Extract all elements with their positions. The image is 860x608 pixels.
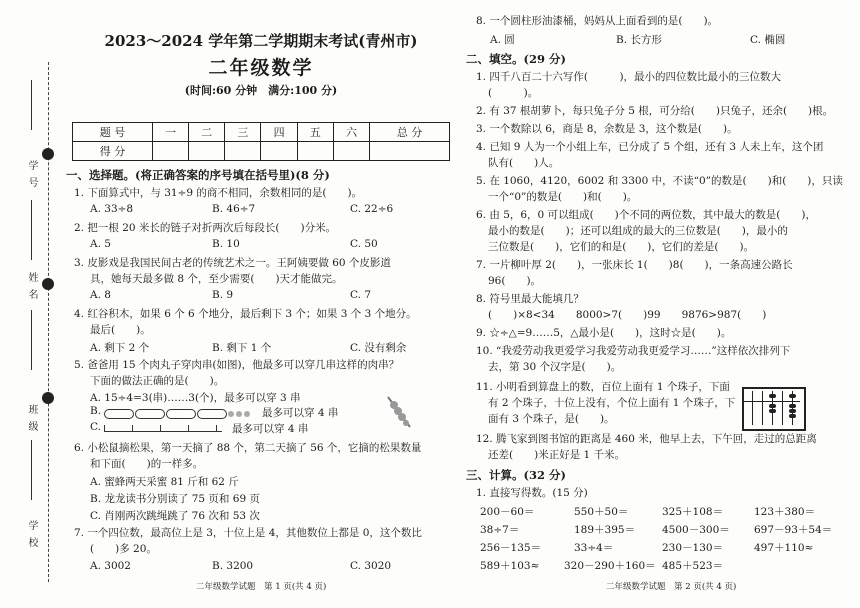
field-line <box>31 200 32 260</box>
score-cell[interactable] <box>189 142 225 161</box>
option[interactable]: A. 8 <box>90 289 111 301</box>
question-text: 1. 下面算式中，与 31÷9 的商不相同，余数相同的是( )。 <box>74 187 363 199</box>
score-header-row <box>73 123 450 142</box>
binding-margin <box>0 0 62 608</box>
calc-item[interactable]: 189＋395＝ <box>574 524 636 536</box>
question-text: 7. 一片柳叶厚 2( )，一张床长 1( )8( )，一条高速公路长 <box>476 259 793 271</box>
question-text: 有 2 个珠子，十位上没有，个位上面有 1 个珠子，下 <box>488 397 736 409</box>
option[interactable]: A. 15÷4=3(串)……3(个)，最多可以穿 3 串 <box>90 392 301 404</box>
question-text: 5. 在 1060，4120，6002 和 3300 中，不读“0”的数是( )和( )，只读 <box>476 175 843 187</box>
number-label: 学 号 <box>26 160 37 190</box>
table-cell: 四 <box>261 123 297 142</box>
option-label[interactable]: C. <box>90 421 101 433</box>
bead <box>789 394 796 398</box>
calc-item[interactable]: 697－93＋54＝ <box>754 524 833 536</box>
option[interactable]: C. 3020 <box>350 560 392 572</box>
option[interactable]: B. 3200 <box>212 560 254 572</box>
section-heading: 一、选择题。(将正确答案的序号填在括号里)(8 分) <box>66 168 330 182</box>
score-cell[interactable] <box>297 142 333 161</box>
calc-item[interactable]: 200－60＝ <box>480 506 535 518</box>
question-text: 2. 把一根 20 米长的链子对折两次后每段长( )分米。 <box>74 222 337 234</box>
score-cell[interactable] <box>370 142 450 161</box>
option[interactable]: A. 剩下 2 个 <box>90 342 150 354</box>
bead <box>769 409 776 413</box>
score-row <box>73 142 450 161</box>
option[interactable]: C. 22÷6 <box>350 203 394 215</box>
page-footer: 二年级数学试题 第 1 页(共 4 页) <box>196 582 327 592</box>
table-cell: 二 <box>189 123 225 142</box>
binding-hole <box>42 392 54 404</box>
option-label[interactable]: B. <box>90 405 102 417</box>
question-text: 6. 小松鼠摘松果，第一天摘了 88 个，第二天摘了 56 个，它摘的松果数量 <box>74 442 422 454</box>
question-text: 最后( )。 <box>90 324 151 336</box>
question-text: 队有( )人。 <box>488 157 560 169</box>
calc-item[interactable]: 589＋103≈ <box>480 560 540 572</box>
table-cell: 一 <box>152 123 188 142</box>
meatball <box>236 411 242 417</box>
meatball-grouping-figure <box>104 403 252 413</box>
rod <box>762 391 763 425</box>
option[interactable]: A. 5 <box>90 238 111 250</box>
option[interactable]: 最多可以穿 4 串 <box>262 407 339 419</box>
question-text: 还差( )米正好是 1 千米。 <box>488 449 626 461</box>
question-text: 11. 小明看到算盘上的数，百位上面有 1 个珠子，下面 <box>476 381 730 393</box>
bead <box>769 404 776 408</box>
calc-item[interactable]: 325＋108＝ <box>662 506 724 518</box>
meatball <box>244 411 250 417</box>
beam <box>744 401 800 402</box>
bead <box>789 409 796 413</box>
class-label: 班 级 <box>26 404 37 434</box>
exam-info: (时间:60 分钟 满分:100 分) <box>184 84 338 97</box>
group-oval <box>197 409 227 419</box>
calc-item[interactable]: 123＋380＝ <box>754 506 816 518</box>
binding-hole <box>42 278 54 290</box>
tick <box>104 425 105 431</box>
calc-item[interactable]: 485＋523＝ <box>662 560 724 572</box>
number-line-figure <box>104 423 222 432</box>
option[interactable]: B. 10 <box>212 238 240 250</box>
rod <box>752 391 753 425</box>
question-text: 三位数是( )，它们的和是( )，它们的差是( )。 <box>488 241 755 253</box>
cut-line <box>48 62 49 582</box>
score-cell[interactable] <box>261 142 297 161</box>
table-cell: 三 <box>225 123 261 142</box>
bead <box>769 394 776 398</box>
question-text: 3. 一个数除以 6，商是 8，余数是 3，这个数是( )。 <box>476 123 738 135</box>
question-text: 96( )。 <box>488 275 542 287</box>
option[interactable]: C. 椭圆 <box>750 34 786 46</box>
exam-title: 2023～2024 学年第二学期期末考试(青州市) <box>104 32 418 50</box>
table-cell: 题 号 <box>73 123 153 142</box>
question-text: ( )。 <box>488 87 539 99</box>
table-cell: 总 分 <box>370 123 450 142</box>
bead <box>789 414 796 418</box>
option[interactable]: A. 33÷8 <box>90 203 134 215</box>
question-text: 具，她每天最多做 8 个，至少需要( )天才能做完。 <box>90 273 343 285</box>
calc-item[interactable]: 550＋50＝ <box>574 506 629 518</box>
field-line <box>31 80 32 130</box>
group-oval <box>166 409 196 419</box>
option[interactable]: B. 46÷7 <box>212 203 256 215</box>
option[interactable]: B. 9 <box>212 289 234 301</box>
calc-item[interactable]: 33÷4＝ <box>574 542 614 554</box>
subject-title: 二年级数学 <box>208 57 314 79</box>
calc-item[interactable]: 4500－300＝ <box>662 524 730 536</box>
score-cell[interactable] <box>225 142 261 161</box>
calc-item[interactable]: 230－130＝ <box>662 542 724 554</box>
question-text: 8. 一个圆柱形油漆桶，妈妈从上面看到的是( )。 <box>476 15 719 27</box>
question-text: 7. 一个四位数，最高位上是 3，十位上是 4，其他数位上都是 0，这个数比 <box>74 527 422 539</box>
calc-item[interactable]: 38÷7＝ <box>480 524 520 536</box>
option[interactable]: B. 龙龙读书分别读了 75 页和 69 页 <box>90 493 260 505</box>
option[interactable]: C. 50 <box>350 238 378 250</box>
score-cell[interactable] <box>333 142 369 161</box>
option[interactable]: A. 3002 <box>90 560 131 572</box>
question-text: 一个“0”的数是( )和( )。 <box>488 191 638 203</box>
page-footer: 二年级数学试题 第 2 页(共 4 页) <box>606 582 737 592</box>
question-text: 5. 爸爸用 15 个肉丸子穿肉串(如图)，他最多可以穿几串这样的肉串？ <box>74 359 400 371</box>
tick <box>132 425 133 431</box>
option[interactable]: B. 剩下 1 个 <box>212 342 272 354</box>
section-heading: 二、填空。(29 分) <box>466 52 566 66</box>
field-line <box>31 440 32 500</box>
option[interactable]: B. 长方形 <box>616 34 662 46</box>
school-label: 学 校 <box>26 520 37 550</box>
tick <box>188 425 189 431</box>
question-text: ( )×8<34 8000>7( )99 9876>987( ) <box>488 309 767 321</box>
group-oval <box>104 409 134 419</box>
question-text: 4. 已知 9 人为一个小组上车，已分成了 5 个组，还有 3 人未上车，这个团 <box>476 141 824 153</box>
score-table <box>72 122 450 161</box>
group-oval <box>135 409 165 419</box>
calc-item[interactable]: 320－290＋160＝ <box>564 560 656 572</box>
section-heading: 三、计算。(32 分) <box>466 468 566 482</box>
question-text: 面有 3 个珠子，是( )。 <box>488 413 615 425</box>
skewer-icon <box>384 393 414 431</box>
option[interactable]: A. 圆 <box>490 34 515 46</box>
question-text: 2. 有 37 根胡萝卜，每只兔子分 5 根，可分给( )只兔子，还余( )根。 <box>476 105 834 117</box>
question-text: 下面的做法正确的是( )。 <box>90 375 225 387</box>
option[interactable]: C. 没有剩余 <box>350 342 407 354</box>
score-cell[interactable] <box>152 142 188 161</box>
table-cell: 得 分 <box>73 142 153 161</box>
binding-hole <box>42 148 54 160</box>
option[interactable]: C. 7 <box>350 289 372 301</box>
question-text: 12. 腾飞家到图书馆的距离是 460 米，他早上去，下午回，走过的总距离 <box>476 433 817 445</box>
option[interactable]: A. 蜜蜂两天采蜜 81 斤和 62 斤 <box>90 476 239 488</box>
rod <box>782 391 783 425</box>
tick <box>216 425 217 431</box>
option[interactable]: C. 肖刚两次跳绳跳了 76 次和 53 次 <box>90 510 260 522</box>
table-cell: 五 <box>297 123 333 142</box>
question-text: 3. 皮影戏是我国民间古老的传统艺术之一。王阿姨要做 60 个皮影道 <box>74 257 391 269</box>
question-text: ( )多 20。 <box>90 543 157 555</box>
question-text: 9. ☆÷△=9……5，△最小是( )，这时☆是( )。 <box>476 327 732 339</box>
tick <box>160 425 161 431</box>
option[interactable]: 最多可以穿 4 串 <box>232 423 309 435</box>
question-text: 最小的数是( )；还可以组成的最大的三位数是( )，最小的 <box>488 225 788 237</box>
question-text: 10. “我爱劳动我更爱学习我爱劳动我更爱学习……”这样依次排列下 <box>476 345 791 357</box>
meatball <box>228 411 234 417</box>
question-text: 8. 符号里最大能填几？ <box>476 293 584 305</box>
calc-item[interactable]: 497＋110≈ <box>754 542 814 554</box>
bead <box>789 404 796 408</box>
question-text: 1. 直接写得数。(15 分) <box>476 487 588 499</box>
question-text: 和下面( )的一样多。 <box>90 458 204 470</box>
table-cell: 六 <box>333 123 369 142</box>
question-text: 6. 由 5，6，0 可以组成( )个不同的两位数，其中最大的数是( )， <box>476 209 816 221</box>
question-text: 去，第 30 个汉字是( )。 <box>488 361 622 373</box>
name-label: 姓 名 <box>26 272 37 302</box>
question-text: 1. 四千八百二十六写作( )，最小的四位数比最小的三位数大 <box>476 71 782 83</box>
field-line <box>31 310 32 370</box>
abacus-figure <box>742 387 806 431</box>
question-text: 4. 红谷积木，如果 6 个 6 个地分，最后剩下 3 个；如果 3 个 3 个地分。 <box>74 308 417 320</box>
calc-item[interactable]: 256－135＝ <box>480 542 542 554</box>
